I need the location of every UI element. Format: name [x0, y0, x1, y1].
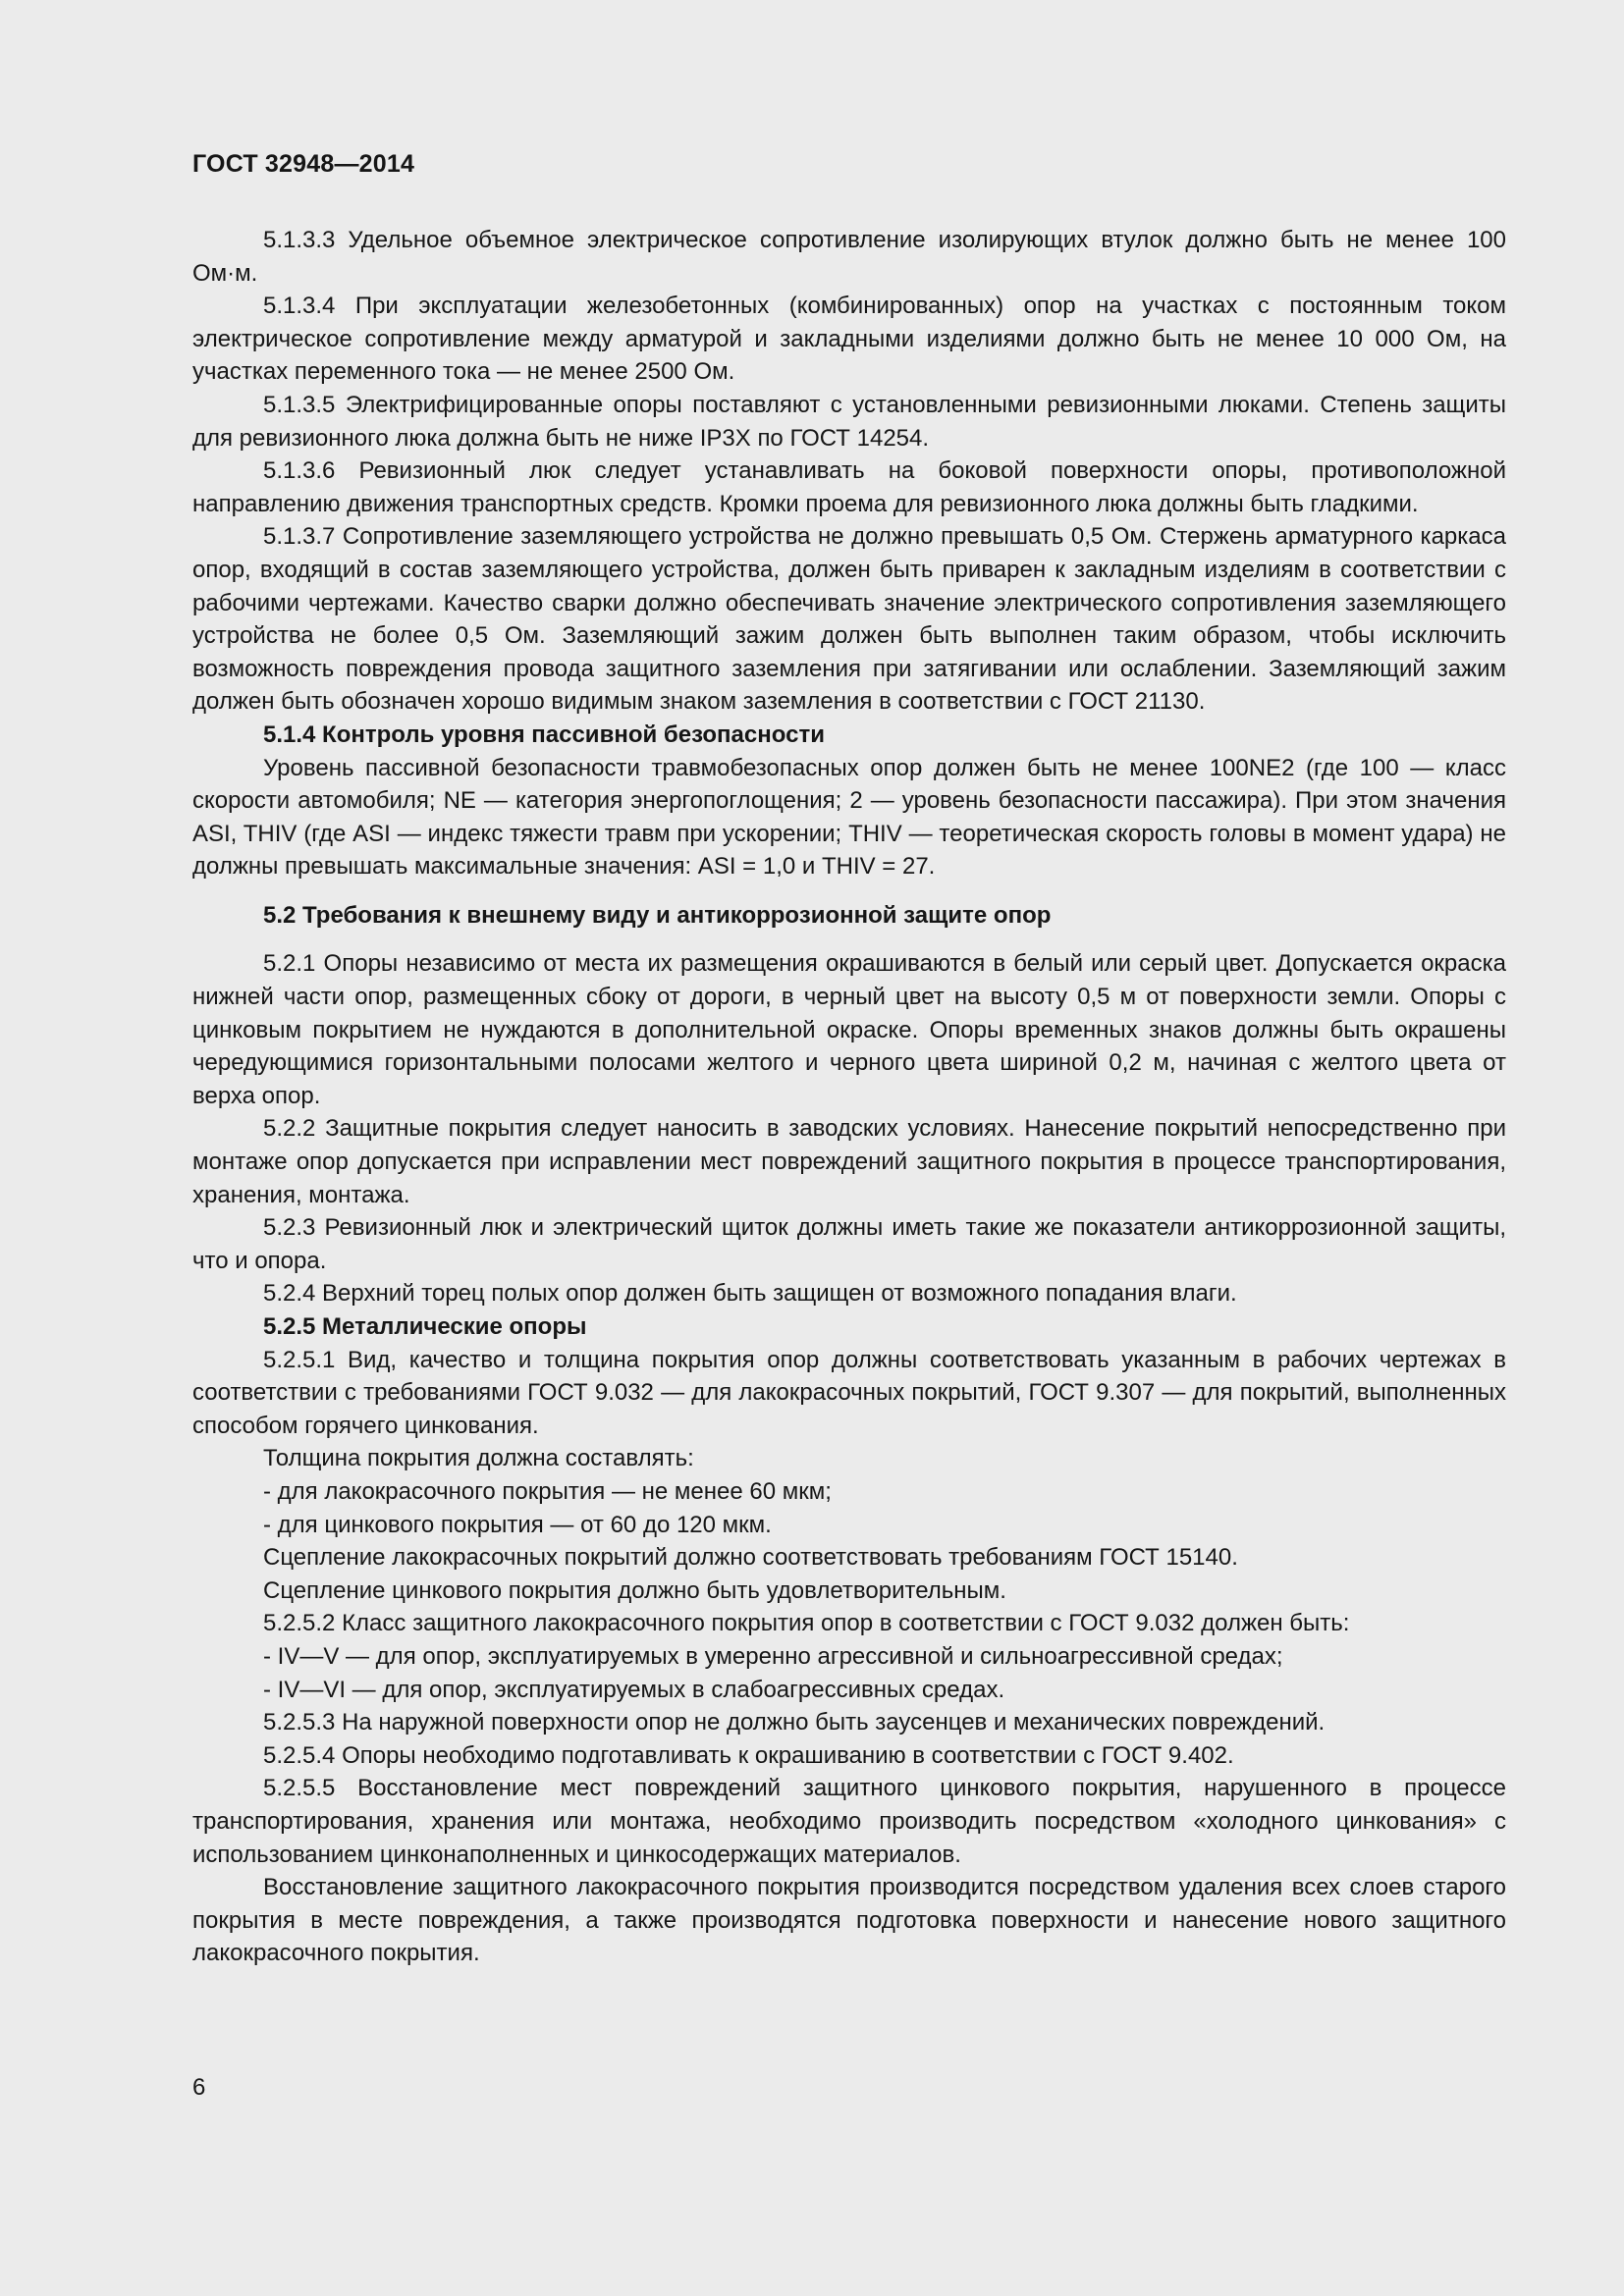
heading-5-2: 5.2 Требования к внешнему виду и антикоррозионной защите опор [263, 901, 1052, 929]
page-number: 6 [192, 2074, 206, 2101]
clause-5-1-3-6: 5.1.3.6 Ревизионный люк следует устанавливать на боковой поверхности опоры, противоположной направлению движения транспортных средств. Кромки проема для ревизионного люка должны быть гладкими. [192, 457, 1506, 517]
clause-5-1-3-4: 5.1.3.4 При эксплуатации железобетонных (комбинированных) опор на участках с постоянным током электрическое сопротивление между арматурой и закладными изделиями должно быть не менее 10 000 Ом, на участках переменного тока — не менее 2500 Ом. [192, 293, 1506, 386]
list-item-paint-thickness: - для лакокрасочного покрытия — не менее 60 мкм; [263, 1477, 832, 1505]
clause-5-1-3-5: 5.1.3.5 Электрифицированные опоры поставляют с установленными ревизионными люками. Степень защиты для ревизионного люка должна быть не ниже IP3X по ГОСТ 14254. [192, 391, 1506, 452]
list-item-zinc-thickness: - для цинкового покрытия — от 60 до 120 мкм. [263, 1511, 772, 1538]
list-item-class-iv-vi: - IV—VI — для опор, эксплуатируемых в слабоагрессивных средах. [263, 1676, 1005, 1703]
list-item-class-iv-v: - IV—V — для опор, эксплуатируемых в умеренно агрессивной и сильноагрессивной средах; [263, 1642, 1283, 1670]
clause-5-1-3-7: 5.1.3.7 Сопротивление заземляющего устройства не должно превышать 0,5 Ом. Стержень арматурного каркаса опор, входящий в состав заземляющего устройства, должен быть приварен к закладным изделиям в соответствии с рабочими чертежами. Качество сварки должно обеспечивать значение электрического сопротивления заземляющего устройства не более 0,5 Ом. Заземляющий зажим должен быть выполнен таким образом, чтобы исключить возможность повреждения провода защитного заземления при затягивании или ослаблении. Заземляющий зажим должен быть обозначен хорошо видимым знаком заземления в соответствии с ГОСТ 21130. [192, 523, 1506, 716]
document-header: ГОСТ 32948—2014 [192, 150, 415, 178]
clause-5-2-3: 5.2.3 Ревизионный люк и электрический щиток должны иметь такие же показатели антикоррозионной защиты, что и опора. [192, 1214, 1506, 1274]
adhesion-paint: Сцепление лакокрасочных покрытий должно соответствовать требованиям ГОСТ 15140. [263, 1544, 1238, 1572]
clause-5-2-1: 5.2.1 Опоры независимо от места их размещения окрашиваются в белый или серый цвет. Допускается окраска нижней части опор, размещенных сбоку от дороги, в черный цвет на высоту 0,5 м от поверхности земли. Опоры с цинковым покрытием не нуждаются в дополнительной окраске. Опоры временных знаков должны быть окрашены чередующимися горизонтальными полосами желтого и черного цвета шириной 0,2 м, начиная с желтого цвета от верха опор. [192, 950, 1506, 1109]
heading-5-2-5: 5.2.5 Металлические опоры [263, 1313, 587, 1340]
clause-5-2-5-1: 5.2.5.1 Вид, качество и толщина покрытия опор должны соответствовать указанным в рабочих чертежах в соответствии с требованиями ГОСТ 9.032 — для лакокрасочных покрытий, ГОСТ 9.307 — для покрытий, выполненных способом горячего цинкования. [192, 1346, 1506, 1439]
clause-5-2-5-3: 5.2.5.3 На наружной поверхности опор не должно быть заусенцев и механических повреждений. [263, 1709, 1326, 1736]
adhesion-zinc: Сцепление цинкового покрытия должно быть удовлетворительным. [263, 1576, 1006, 1604]
heading-5-1-4: 5.1.4 Контроль уровня пассивной безопасности [263, 721, 825, 748]
clause-5-2-5-2: 5.2.5.2 Класс защитного лакокрасочного покрытия опор в соответствии с ГОСТ 9.032 должен быть: [263, 1610, 1350, 1637]
thickness-intro: Толщина покрытия должна составлять: [263, 1445, 694, 1472]
clause-5-2-2: 5.2.2 Защитные покрытия следует наносить в заводских условиях. Нанесение покрытий непосредственно при монтаже опор допускается при исправлении мест повреждений защитного покрытия в процессе транспортирования, хранения, монтажа. [192, 1115, 1506, 1208]
clause-5-1-3-3: 5.1.3.3 Удельное объемное электрическое сопротивление изолирующих втулок должно быть не менее 100 Ом·м. [192, 227, 1506, 287]
document-body [192, 224, 1506, 1970]
clause-5-2-5-5: 5.2.5.5 Восстановление мест повреждений защитного цинкового покрытия, нарушенного в процессе транспортирования, хранения или монтажа, необходимо производить посредством «холодного цинкования» с использованием цинконаполненных и цинкосодержащих материалов. [192, 1775, 1506, 1868]
restore-paint-text: Восстановление защитного лакокрасочного покрытия производится посредством удаления всех слоев старого покрытия в месте повреждения, а также производятся подготовка поверхности и нанесение нового защитного лакокрасочного покрытия. [192, 1874, 1506, 1967]
clause-5-2-5-4: 5.2.5.4 Опоры необходимо подготавливать к окрашиванию в соответствии с ГОСТ 9.402. [263, 1741, 1234, 1769]
clause-5-1-4-text: Уровень пассивной безопасности травмобезопасных опор должен быть не менее 100NE2 (где 100 — класс скорости автомобиля; NE — категория энергопоглощения; 2 — уровень безопасности пассажира). При этом значения ASI, THIV (где ASI — индекс тяжести травм при ускорении; THIV — теоретическая скорость головы в момент удара) не должны превышать максимальные значения: ASI = 1,0 и THIV = 27. [192, 754, 1506, 881]
clause-5-2-4: 5.2.4 Верхний торец полых опор должен быть защищен от возможного попадания влаги. [263, 1280, 1237, 1308]
